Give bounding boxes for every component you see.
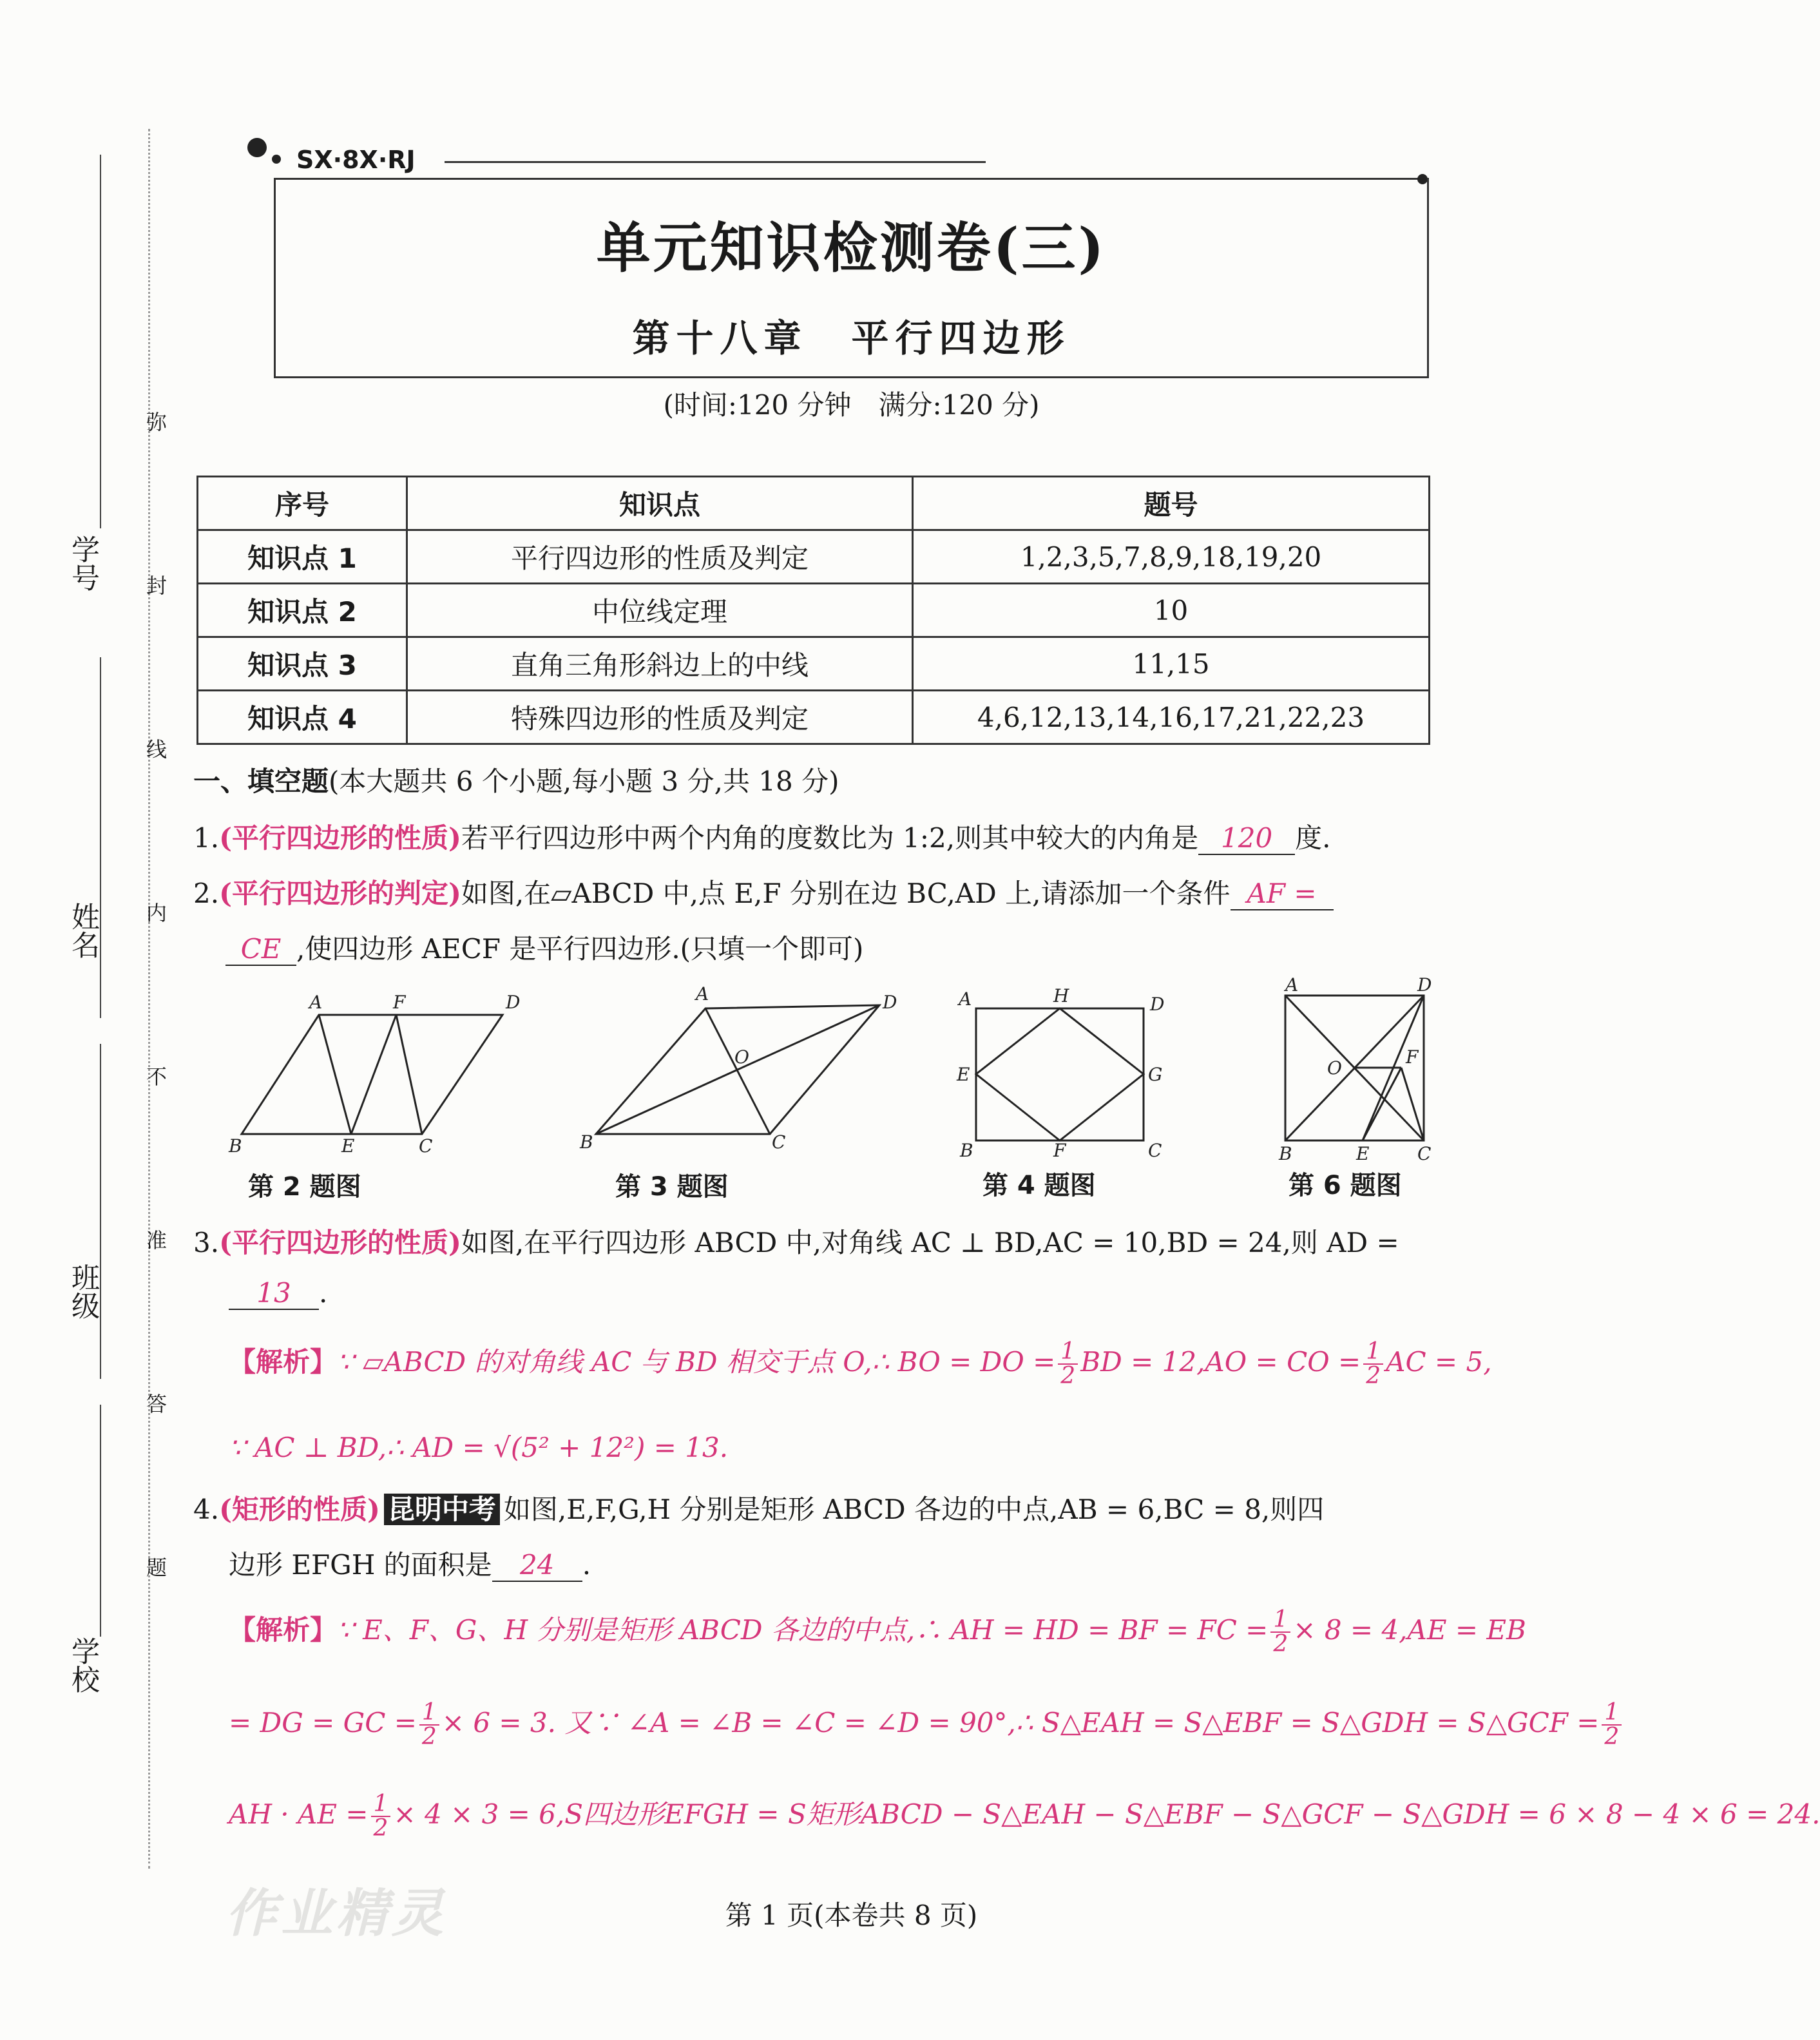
question-3 <box>193 1222 1399 1260</box>
label-student-id: 学号 <box>66 535 99 592</box>
table-cell: 知识点 1 <box>198 530 407 584</box>
question-text: 如图,在▱ABCD 中,点 E,F 分别在边 BC,AD 上,请添加一个条件 <box>461 878 1231 909</box>
table-header-row <box>198 477 1430 530</box>
table-header: 知识点 <box>407 477 913 530</box>
fraction-denominator: 2 <box>1060 1363 1076 1389</box>
header-dot <box>247 138 267 157</box>
answer-blank: 13 <box>229 1277 319 1310</box>
fraction-denominator: 2 <box>1366 1363 1381 1389</box>
answer-blank: CE <box>225 933 296 966</box>
figure-caption: 第 3 题图 <box>615 1172 729 1202</box>
watermark: 作业精灵 <box>225 1883 447 1943</box>
segment-ae <box>319 1015 351 1134</box>
solution-text: × 6 = 3. 又∵ ∠A = ∠B = ∠C = ∠D = 90°,∴ S△EAH = S△EBF = S△GDH = S△GCF = <box>441 1707 1600 1738</box>
question-number: 2. <box>193 878 220 909</box>
rectangle-abcd <box>976 1008 1144 1140</box>
point-label: C <box>772 1131 786 1153</box>
figure-q4 <box>947 979 1185 1160</box>
solution-text: AH · AE = <box>229 1798 369 1830</box>
name-line <box>100 657 101 1018</box>
question-tag: (平行四边形的性质) <box>219 822 461 854</box>
solution-text: × 4 × 3 = 6,S四边形EFGH = S矩形ABCD − S△EAH − S△EBF − S△GCF − S△GDH = 6 × 8 − 4 × 6 = 24. <box>393 1798 1820 1830</box>
point-label: A <box>959 988 972 1010</box>
title-box-top <box>274 178 1427 180</box>
table-cell: 知识点 4 <box>198 691 407 744</box>
solution-q4-line2 <box>229 1701 1624 1749</box>
fraction-numerator: 1 <box>1270 1608 1290 1633</box>
quadrilateral-efgh <box>976 1008 1144 1140</box>
question-tag: (平行四边形的性质) <box>219 1227 461 1258</box>
point-label: C <box>419 1135 433 1157</box>
point-label: D <box>1150 994 1165 1015</box>
question-4-cont <box>229 1544 591 1583</box>
point-label: D <box>883 992 897 1013</box>
page-title: 单元知识检测卷(三) <box>596 216 1107 280</box>
solution-q4-line1 <box>229 1608 1526 1656</box>
point-label: D <box>1417 974 1432 996</box>
fraction-numerator: 1 <box>419 1701 439 1726</box>
question-number: 1. <box>193 822 220 854</box>
question-2 <box>193 872 1334 911</box>
point-label: B <box>580 1131 593 1153</box>
table-cell: 特殊四边形的性质及判定 <box>407 691 913 744</box>
question-text: 若平行四边形中两个内角的度数比为 1:2,则其中较大的内角是 <box>461 822 1199 854</box>
point-label: D <box>506 992 521 1013</box>
question-number: 4. <box>193 1494 220 1525</box>
fraction-denominator: 2 <box>1604 1724 1620 1750</box>
segment-fe <box>1363 1068 1401 1140</box>
solution-label: 【解析】 <box>229 1614 338 1646</box>
answer-blank: AF = <box>1231 878 1334 910</box>
question-text: 度. <box>1295 822 1331 854</box>
question-3-cont <box>229 1277 327 1310</box>
question-text: 如图,在平行四边形 ABCD 中,对角线 AC ⊥ BD,AC = 10,BD = 24,则 AD = <box>461 1227 1399 1258</box>
point-label: G <box>1148 1064 1163 1085</box>
point-label: E <box>341 1135 355 1157</box>
solution-q3-line1 <box>229 1340 1492 1388</box>
fraction-half <box>371 1793 391 1840</box>
question-text: 边形 EFGH 的面积是 <box>229 1549 492 1581</box>
fraction-half <box>419 1701 439 1749</box>
seal-dotted-line <box>148 129 150 1869</box>
point-label: H <box>1053 985 1069 1006</box>
point-label: C <box>1148 1140 1162 1161</box>
question-text: 如图,E,F,G,H 分别是矩形 ABCD 各边的中点,AB = 6,BC = 8,则四 <box>503 1494 1325 1525</box>
fraction-numerator: 1 <box>371 1793 391 1817</box>
solution-q4-line3 <box>229 1793 1820 1840</box>
page-footer: 第 1 页(本卷共 8 页) <box>725 1900 978 1931</box>
student-id-line <box>100 155 101 528</box>
fraction-numerator: 1 <box>1602 1701 1622 1726</box>
answer-blank: 120 <box>1198 822 1295 855</box>
point-label: C <box>1417 1143 1432 1164</box>
seal-char: 不 <box>143 1066 168 1086</box>
table-cell: 4,6,12,13,14,16,17,21,22,23 <box>913 691 1430 744</box>
point-label: B <box>1279 1143 1292 1164</box>
point-label: A <box>309 992 323 1013</box>
table-cell: 知识点 2 <box>198 584 407 637</box>
seal-char: 准 <box>143 1229 168 1250</box>
question-tag: (矩形的性质) <box>219 1494 380 1525</box>
table-cell: 1,2,3,5,7,8,9,18,19,20 <box>913 530 1430 584</box>
table-cell: 直角三角形斜边上的中线 <box>407 637 913 691</box>
fraction-half <box>1270 1608 1290 1656</box>
fraction-half <box>1058 1340 1078 1388</box>
solution-text: = DG = GC = <box>229 1707 417 1738</box>
point-label: F <box>1406 1046 1419 1068</box>
diagonal-bd <box>596 1005 879 1134</box>
question-1 <box>193 817 1330 856</box>
solution-text: ∵ ▱ABCD 的对角线 AC 与 BD 相交于点 O,∴ BO = DO = <box>337 1346 1056 1378</box>
question-text: . <box>319 1277 328 1309</box>
answer-blank: 24 <box>492 1549 582 1582</box>
point-label: F <box>393 992 406 1013</box>
school-line <box>100 1405 101 1637</box>
parallelogram-abcd <box>242 1015 503 1134</box>
solution-q3-line2: ∵ AC ⊥ BD,∴ AD = √(5² + 12²) = 13. <box>229 1432 729 1463</box>
source-badge: 昆明中考 <box>384 1494 500 1525</box>
point-label: E <box>1356 1143 1370 1164</box>
class-line <box>100 1044 101 1379</box>
fraction-denominator: 2 <box>1273 1631 1288 1657</box>
seal-char: 题 <box>143 1557 168 1577</box>
title-box-bottom <box>274 376 1429 378</box>
point-label: E <box>957 1064 970 1085</box>
seal-char: 线 <box>143 738 168 759</box>
series-code: SX·8X·RJ <box>296 146 416 174</box>
header-dot-small <box>272 155 281 164</box>
knowledge-table <box>196 476 1430 745</box>
time-info: (时间:120 分钟 满分:120 分) <box>663 389 1040 421</box>
point-label: B <box>229 1135 242 1157</box>
table-row <box>198 530 1430 584</box>
table-cell: 10 <box>913 584 1430 637</box>
solution-text: AC = 5, <box>1386 1346 1492 1378</box>
segment-fe <box>351 1015 396 1134</box>
figure-q2 <box>219 986 554 1157</box>
figure-caption: 第 4 题图 <box>982 1171 1096 1200</box>
header-dot-right <box>1417 174 1428 184</box>
fraction-denominator: 2 <box>373 1815 388 1842</box>
table-header: 序号 <box>198 477 407 530</box>
section-title: 一、填空题 <box>193 765 329 797</box>
question-tag: (平行四边形的判定) <box>219 878 461 909</box>
section-note: (本大题共 6 个小题,每小题 3 分,共 18 分) <box>329 765 839 797</box>
point-label: F <box>1053 1140 1066 1161</box>
point-label: B <box>960 1140 973 1161</box>
point-label: A <box>696 983 709 1005</box>
figure-caption: 第 2 题图 <box>248 1172 361 1202</box>
table-cell: 11,15 <box>913 637 1430 691</box>
segment-fc <box>396 1015 422 1134</box>
label-class: 班级 <box>66 1263 99 1320</box>
question-4 <box>193 1488 1324 1527</box>
label-school: 学校 <box>66 1637 99 1693</box>
question-2-cont <box>225 928 863 967</box>
seal-char: 答 <box>143 1393 168 1414</box>
figure-q6 <box>1263 973 1450 1166</box>
solution-text: BD = 12,AO = CO = <box>1080 1346 1361 1378</box>
fraction-numerator: 1 <box>1363 1340 1383 1365</box>
table-cell: 中位线定理 <box>407 584 913 637</box>
chapter-title: 第十八章 平行四边形 <box>632 316 1071 360</box>
figure-q3 <box>567 979 915 1160</box>
question-text: . <box>582 1549 591 1581</box>
fraction-half <box>1363 1340 1383 1388</box>
table-row <box>198 637 1430 691</box>
solution-text: × 8 = 4,AE = EB <box>1293 1614 1526 1646</box>
label-name: 姓名 <box>66 902 99 959</box>
table-row <box>198 584 1430 637</box>
point-label: A <box>1285 974 1299 996</box>
seal-char: 弥 <box>143 411 168 432</box>
solution-text: ∵ E、F、G、H 分别是矩形 ABCD 各边的中点,∴ AH = HD = BF = FC = <box>337 1614 1269 1646</box>
table-header: 题号 <box>913 477 1430 530</box>
table-cell: 平行四边形的性质及判定 <box>407 530 913 584</box>
table-cell: 知识点 3 <box>198 637 407 691</box>
fraction-denominator: 2 <box>421 1724 437 1750</box>
diagonal-ac <box>705 1008 770 1134</box>
question-number: 3. <box>193 1227 220 1258</box>
table-row <box>198 691 1430 744</box>
fraction-half <box>1602 1701 1622 1749</box>
seal-char: 内 <box>143 902 168 923</box>
figure-caption: 第 6 题图 <box>1288 1171 1402 1200</box>
point-label: O <box>1327 1057 1342 1079</box>
fraction-numerator: 1 <box>1058 1340 1078 1365</box>
header-rule <box>445 161 986 163</box>
section-heading <box>193 760 839 799</box>
point-label: O <box>734 1046 749 1068</box>
seal-char: 封 <box>143 575 168 595</box>
question-text: ,使四边形 AECF 是平行四边形.(只填一个即可) <box>296 933 864 965</box>
solution-label: 【解析】 <box>229 1346 338 1378</box>
